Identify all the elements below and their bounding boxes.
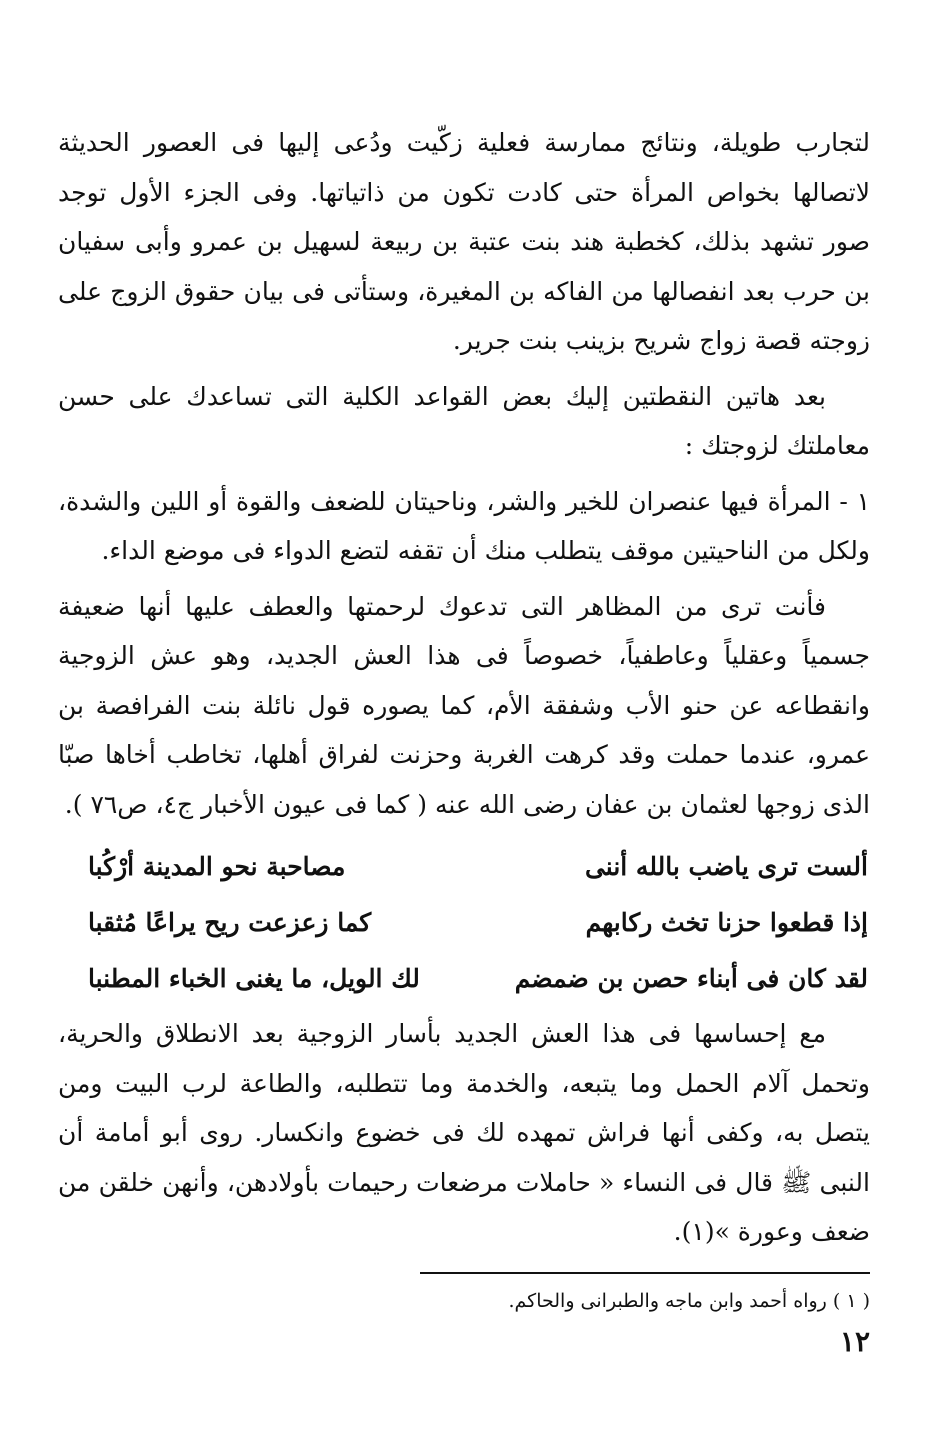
poem-verse xyxy=(58,895,870,951)
poem-verse xyxy=(58,951,870,1007)
verse-first-hemistich: ألست ترى ياضب بالله أننى xyxy=(584,852,868,881)
body-text xyxy=(58,118,870,1257)
paragraph-2: بعد هاتين النقطتين إليك بعض القواعد الكلية التى تساعدك على حسن معاملتك لزوجتك : xyxy=(58,381,870,460)
paragraph-1: لتجارب طويلة، ونتائج ممارسة فعلية زكّيت ودُعى إليها فى العصور الحديثة لاتصالها بخواص المرأة حتى كادت تكون من ذاتياتها. وفى الجزء الأول توجد صور تشهد بذلك، كخطبة هند بنت عتبة بن ربيعة لسهيل بن عمرو وأبى سفيان بن حرب بعد انفصالها من الفاكه بن المغيرة، وستأتى فى بيان حقوق الزوج على زوجته قصة زواج شريح بزينب بنت جرير. xyxy=(58,128,871,355)
verse-first-hemistich: لقد كان فى أبناء حصن بن ضمضم xyxy=(514,964,868,993)
footnote: ( ١ ) رواه أحمد وابن ماجه والطبرانى والحاكم. xyxy=(508,1290,870,1312)
paragraph-3: ١ - المرأة فيها عنصران للخير والشر، وناحيتان للضعف والقوة أو اللين والشدة، ولكل من الناحيتين موقف يتطلب منك أن تقفه لتضع الدواء فى موضع الداء. xyxy=(58,486,870,565)
verse-first-hemistich: إذا قطعوا حزنا تخث ركابهم xyxy=(585,908,868,937)
poem xyxy=(58,839,870,1007)
paragraph-5: مع إحساسها فى هذا العش الجديد بأسار الزوجية بعد الانطلاق والحرية، وتحمل آلام الحمل وما يتبعه، والخدمة وما تتطلبه، والطاعة لرب البيت ومن يتصل به، وكفى أنها فراش تمهده لك فى خضوع وانكسار. روى أبو أمامة أن النبى ﷺ قال فى النساء « حاملات مرضعات رحيمات بأولادهن، وأنهن خلقن من ضعف وعورة »(١). xyxy=(58,1019,870,1246)
verse-second-hemistich: مصاحبة نحو المدينة أرْكُبا xyxy=(88,852,346,881)
verse-second-hemistich: كما زعزعت ريح يراعًا مُثقبا xyxy=(88,908,372,937)
paragraph-4: فأنت ترى من المظاهر التى تدعوك لرحمتها والعطف عليها أنها ضعيفة جسمياً وعقلياً وعاطفياً، خصوصاً فى هذا العش الجديد، وهو عش الزوجية وانقطاعه عن حنو الأب وشفقة الأم، كما يصوره قول نائلة بنت الفرافصة بن عمرو، عندما حملت وقد كرهت الغربة وحزنت لفراق أهلها، تخاطب أخاها صبّا الذى زوجها لعثمان بن عفان رضى الله عنه ( كما فى عيون الأخبار ج٤، ص٧٦ ). xyxy=(58,591,870,819)
poem-verse xyxy=(58,839,870,895)
page-number: ١٢ xyxy=(839,1325,870,1358)
verse-second-hemistich: لك الويل، ما يغنى الخباء المطنبا xyxy=(88,964,420,993)
footnote-divider xyxy=(420,1272,870,1274)
